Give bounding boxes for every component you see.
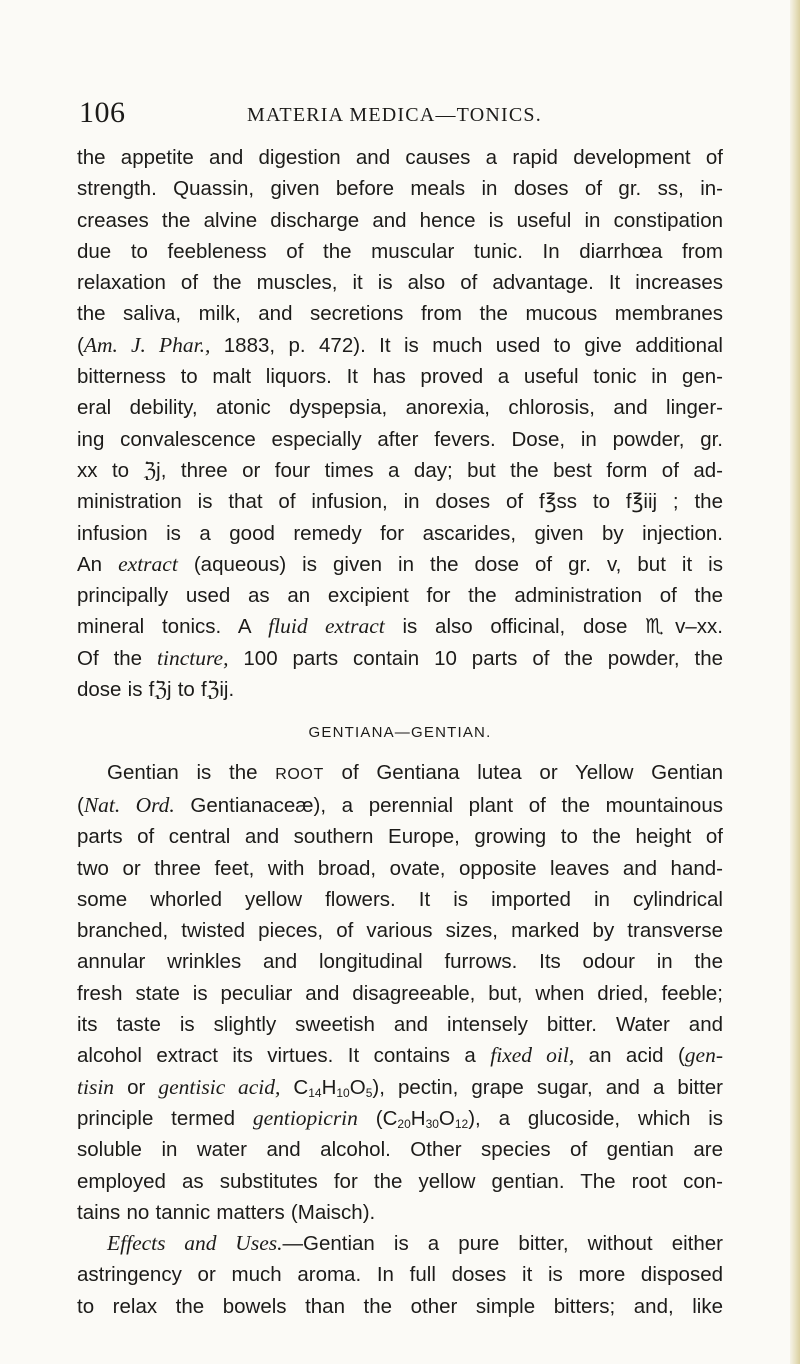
- text-line: the saliva, milk, and secretions from the mucous membranes: [77, 302, 723, 326]
- text-run: an acid (: [574, 1044, 685, 1068]
- text-line: astringency or much aroma. In full doses it is more disposed: [77, 1263, 723, 1287]
- text-line: [77, 757, 723, 790]
- text-line: [77, 1072, 723, 1103]
- text-line: [77, 1040, 723, 1071]
- term-fixed-oil: fixed oil,: [490, 1043, 575, 1068]
- term-fluid-extract: fluid extract: [268, 614, 385, 639]
- text-run: 100 parts contain 10 parts of the powder, the: [228, 646, 724, 670]
- running-title: MATERIA MEDICA—TONICS.: [247, 104, 542, 126]
- text-line: soluble in water and alcohol. Other species of gentian are: [77, 1138, 723, 1162]
- text-run: is also officinal, dose ♏v–xx.: [384, 615, 723, 639]
- text-line: due to feebleness of the muscular tunic. In diarrhœa from: [77, 239, 723, 263]
- text-line: two or three feet, with broad, ovate, opposite leaves and hand-: [77, 856, 723, 880]
- text-line: [77, 330, 723, 361]
- page-edge: [790, 0, 800, 1364]
- text-line: [77, 1103, 723, 1134]
- formula-subscript: 20: [397, 1116, 411, 1131]
- text-run: alcohol extract its virtues. It contains a: [77, 1044, 491, 1068]
- formula-element: C: [280, 1075, 309, 1099]
- term-gentisin: tisin: [77, 1074, 115, 1099]
- text-line: [77, 611, 723, 642]
- term-root: ROOT: [275, 765, 324, 783]
- chemical-formula: [280, 1076, 372, 1099]
- page-number: 106: [79, 96, 126, 129]
- text-line: strength. Quassin, given before meals in doses of gr. ss, in-: [77, 177, 723, 201]
- text-run: or: [114, 1075, 159, 1099]
- text-line: eral debility, atonic dyspepsia, anorexia, chlorosis, and linger-: [77, 396, 723, 420]
- formula-element: H: [410, 1106, 426, 1130]
- text-run: —Gentian is a pure bitter, without either: [282, 1232, 723, 1256]
- formula-element: H: [321, 1075, 337, 1099]
- paragraph-effects-and-uses: [77, 1228, 723, 1322]
- paragraph-quassia-continued: [77, 142, 723, 705]
- text-run: ), a glucoside, which is: [468, 1106, 724, 1130]
- text-line: [77, 1228, 723, 1259]
- text-line: creases the alvine discharge and hence is useful in constipation: [77, 208, 723, 232]
- term-nat-ord: Nat. Ord.: [83, 792, 175, 817]
- formula-element: O: [349, 1075, 366, 1099]
- text-line: [77, 549, 723, 580]
- text-line: some whorled yellow flowers. It is imported in cylindrical: [77, 887, 723, 911]
- paragraph-gentian-description: [77, 757, 723, 1228]
- text-run: (aqueous) is given in the dose of gr. v, but it is: [177, 552, 723, 576]
- term-gentiopicrin: gentiopicrin: [252, 1105, 358, 1130]
- text-line: parts of central and southern Europe, growing to the height of: [77, 825, 723, 849]
- text-line: principally used as an excipient for the administration of the: [77, 584, 723, 608]
- term-extract: extract: [118, 551, 178, 576]
- text-run: of Gentiana lutea or Yellow Gentian: [323, 760, 723, 784]
- text-line: branched, twisted pieces, of various sizes, marked by transverse: [77, 919, 723, 943]
- formula-subscript: 14: [308, 1085, 322, 1100]
- text-line: dose is fℨj to fℨij.: [77, 678, 235, 702]
- text-line: the appetite and digestion and causes a rapid development of: [77, 146, 723, 169]
- term-gentisic-acid: gentisic acid,: [158, 1074, 281, 1099]
- subheading-effects-and-uses: Effects and Uses.: [107, 1231, 283, 1256]
- text-line: [77, 790, 723, 821]
- formula-element: O: [438, 1106, 455, 1130]
- text-run: An: [77, 552, 119, 576]
- text-run: principle termed: [77, 1106, 253, 1130]
- text-line: ing convalescence especially after fevers. Dose, in powder, gr.: [77, 427, 723, 451]
- text-line: employed as substitutes for the yellow gentian. The root con-: [77, 1169, 723, 1193]
- text-run: (: [77, 333, 84, 357]
- text-run: ), pectin, grape sugar, and a bitter: [372, 1075, 723, 1099]
- text-line: fresh state is peculiar and disagreeable, but, when dried, feeble;: [77, 981, 723, 1005]
- text-run: (: [77, 793, 84, 817]
- formula-subscript: 10: [336, 1085, 350, 1100]
- page-header: [77, 96, 723, 134]
- text-line: [77, 643, 723, 674]
- formula-subscript: 30: [425, 1116, 439, 1131]
- text-line: bitterness to malt liquors. It has proved a useful tonic in gen-: [77, 365, 723, 389]
- section-heading: GENTIANA—GENTIAN.: [308, 724, 492, 742]
- text-line: tains no tannic matters (Maisch).: [77, 1200, 376, 1224]
- formula-element: (C: [357, 1106, 398, 1130]
- term-tincture: tincture,: [157, 645, 229, 670]
- chemical-formula: [358, 1107, 468, 1130]
- text-run: mineral tonics. A: [77, 615, 269, 639]
- text-run: Gentian is the: [107, 760, 276, 784]
- text-line: its taste is slightly sweetish and intensely bitter. Water and: [77, 1013, 723, 1037]
- text-line: ministration is that of infusion, in doses of f℥ss to f℥iij ; the: [77, 490, 723, 514]
- text-run: Of the: [77, 646, 158, 670]
- text-line: relaxation of the muscles, it is also of advantage. It increases: [77, 271, 723, 295]
- formula-subscript: 5: [365, 1085, 373, 1100]
- page-body: [77, 142, 723, 1322]
- text-line: xx to ℨj, three or four times a day; but the best form of ad-: [77, 458, 723, 482]
- term-gentisin: gen-: [684, 1043, 723, 1068]
- text-line: annular wrinkles and longitudinal furrows. Its odour in the: [77, 950, 723, 974]
- text-line: to relax the bowels than the other simple bitters; and, like: [77, 1294, 723, 1318]
- text-run: 1883, p. 472). It is much used to give additional: [210, 333, 723, 357]
- formula-subscript: 12: [454, 1116, 469, 1131]
- text-line: infusion is a good remedy for ascarides, given by injection.: [77, 521, 723, 545]
- text-run: Gentianaceæ), a perennial plant of the mountainous: [174, 793, 723, 817]
- journal-citation: Am. J. Phar.,: [83, 332, 211, 357]
